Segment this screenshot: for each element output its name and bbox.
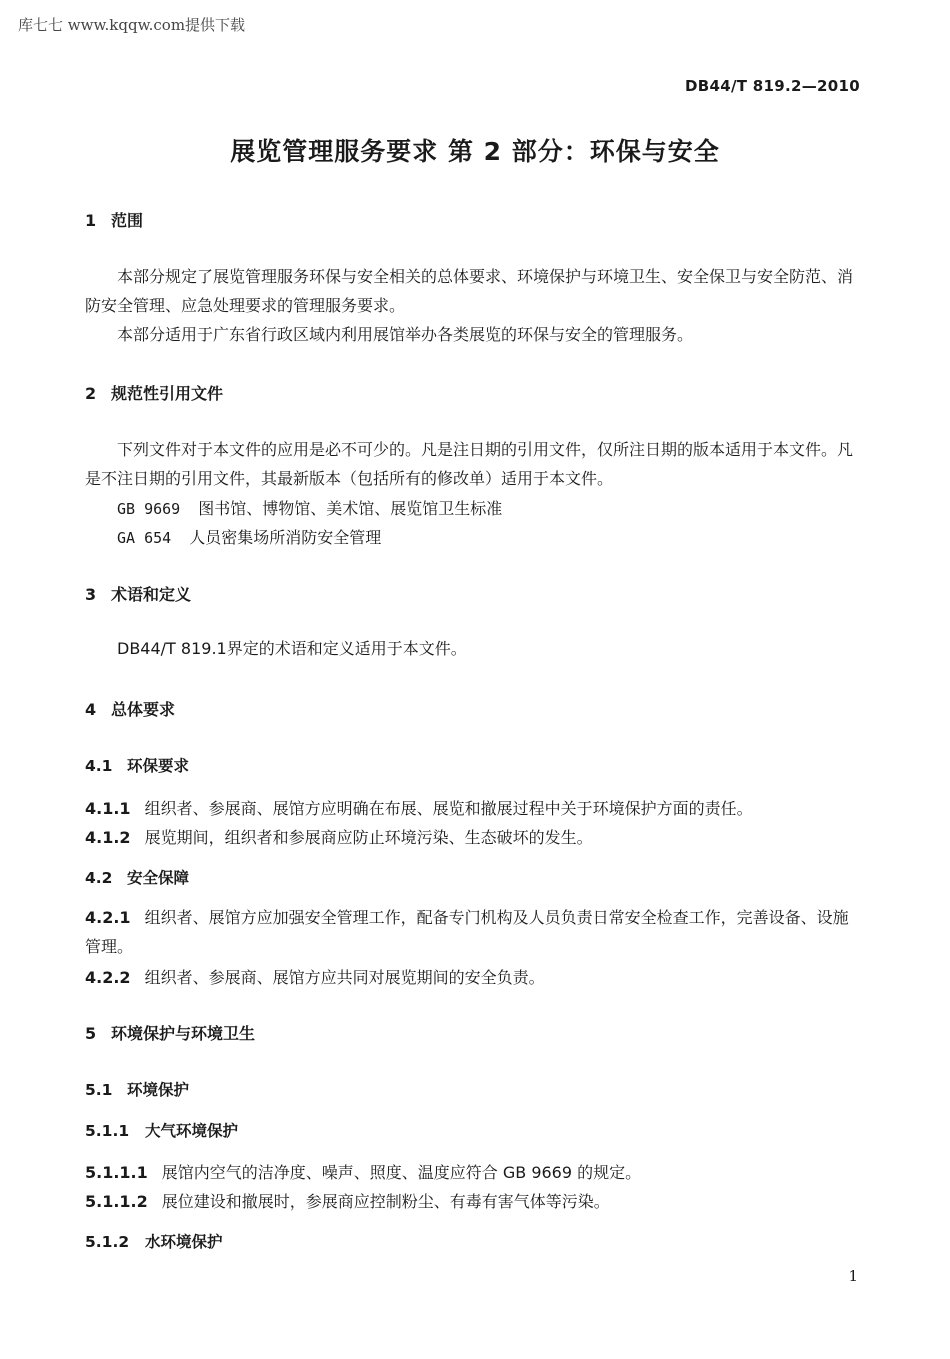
clause-4-1-2 bbox=[85, 825, 593, 848]
document-number: DB44/T 819.2—2010 bbox=[685, 77, 860, 95]
section-title: 规范性引用文件 bbox=[111, 384, 224, 403]
clause-text: 组织者、展馆方应加强安全管理工作，配备专门机构及人员负责日常安全检查工作，完善设备、设施管理。 bbox=[85, 908, 849, 956]
clause-5-1-1-1 bbox=[85, 1160, 641, 1183]
subsection-number: 5.1.1 bbox=[85, 1122, 130, 1140]
section-1-paragraph-1: 本部分规定了展览管理服务环保与安全相关的总体要求、环境保护与环境卫生、安全保卫与安全防范、消防安全管理、应急处理要求的管理服务要求。 bbox=[85, 267, 854, 315]
clause-number: 4.1.1 bbox=[85, 799, 131, 818]
clause-number: 4.1.2 bbox=[85, 828, 131, 847]
section-number: 5 bbox=[85, 1024, 97, 1043]
clause-text: 展览期间，组织者和参展商应防止环境污染、生态破坏的发生。 bbox=[144, 828, 593, 847]
clause-text: 组织者、参展商、展馆方应共同对展览期间的安全负责。 bbox=[144, 968, 545, 987]
clause-4-2-2 bbox=[85, 965, 545, 988]
clause-5-1-1-2 bbox=[85, 1189, 610, 1212]
section-number: 3 bbox=[85, 585, 97, 604]
section-number: 1 bbox=[85, 211, 97, 230]
section-2-heading bbox=[85, 381, 223, 404]
subsection-number: 4.2 bbox=[85, 869, 113, 887]
subsection-number: 4.1 bbox=[85, 757, 113, 775]
reference-code: GB 9669 bbox=[117, 500, 181, 518]
subsection-number: 5.1.2 bbox=[85, 1233, 130, 1251]
page-number: 1 bbox=[848, 1267, 858, 1285]
subsection-title: 安全保障 bbox=[127, 869, 190, 887]
section-4-heading bbox=[85, 697, 175, 720]
subsection-5-1-2-heading bbox=[85, 1230, 223, 1252]
clause-text: 展馆内空气的洁净度、噪声、照度、温度应符合 GB 9669 的规定。 bbox=[161, 1163, 642, 1182]
clause-4-1-1 bbox=[85, 796, 753, 819]
section-1-paragraph-2: 本部分适用于广东省行政区域内利用展馆举办各类展览的环保与安全的管理服务。 bbox=[117, 325, 694, 344]
reference-code: GA 654 bbox=[117, 529, 172, 547]
section-title: 总体要求 bbox=[111, 700, 176, 719]
subsection-4-2-heading bbox=[85, 866, 189, 888]
section-5-heading bbox=[85, 1021, 255, 1044]
clause-number: 5.1.1.1 bbox=[85, 1163, 148, 1182]
section-title: 范围 bbox=[111, 211, 144, 230]
subsection-5-1-1-heading bbox=[85, 1119, 238, 1141]
subsection-5-1-heading bbox=[85, 1078, 189, 1100]
clause-text: 展位建设和撤展时，参展商应控制粉尘、有毒有害气体等污染。 bbox=[161, 1192, 610, 1211]
subsection-title: 水环境保护 bbox=[145, 1233, 223, 1251]
clause-number: 4.2.2 bbox=[85, 968, 131, 987]
watermark-text: 库七七 www.kqqw.com提供下载 bbox=[18, 16, 246, 34]
section-2-paragraph-1: 下列文件对于本文件的应用是必不可少的。凡是注日期的引用文件，仅所注日期的版本适用于本文件。凡是不注日期的引用文件，其最新版本（包括所有的修改单）适用于本文件。 bbox=[85, 440, 854, 488]
section-3-paragraph-1: DB44/T 819.1界定的术语和定义适用于本文件。 bbox=[117, 639, 467, 658]
section-number: 4 bbox=[85, 700, 97, 719]
section-number: 2 bbox=[85, 384, 97, 403]
document-title: 展览管理服务要求 第 2 部分：环保与安全 bbox=[230, 137, 720, 166]
reference-title: 人员密集场所消防安全管理 bbox=[189, 528, 382, 547]
subsection-title: 大气环境保护 bbox=[145, 1122, 239, 1140]
subsection-title: 环境保护 bbox=[127, 1081, 190, 1099]
reference-item bbox=[117, 496, 502, 519]
clause-number: 4.2.1 bbox=[85, 908, 131, 927]
clause-4-2-1 bbox=[85, 903, 863, 961]
clause-number: 5.1.1.2 bbox=[85, 1192, 148, 1211]
section-1-heading bbox=[85, 208, 143, 231]
section-title: 环境保护与环境卫生 bbox=[111, 1024, 256, 1043]
subsection-number: 5.1 bbox=[85, 1081, 113, 1099]
section-3-heading bbox=[85, 582, 191, 605]
reference-item bbox=[117, 525, 381, 548]
clause-text: 组织者、参展商、展馆方应明确在布展、展览和撤展过程中关于环境保护方面的责任。 bbox=[144, 799, 753, 818]
section-title: 术语和定义 bbox=[111, 585, 192, 604]
subsection-4-1-heading bbox=[85, 754, 189, 776]
reference-title: 图书馆、博物馆、美术馆、展览馆卫生标准 bbox=[198, 499, 503, 518]
subsection-title: 环保要求 bbox=[127, 757, 190, 775]
